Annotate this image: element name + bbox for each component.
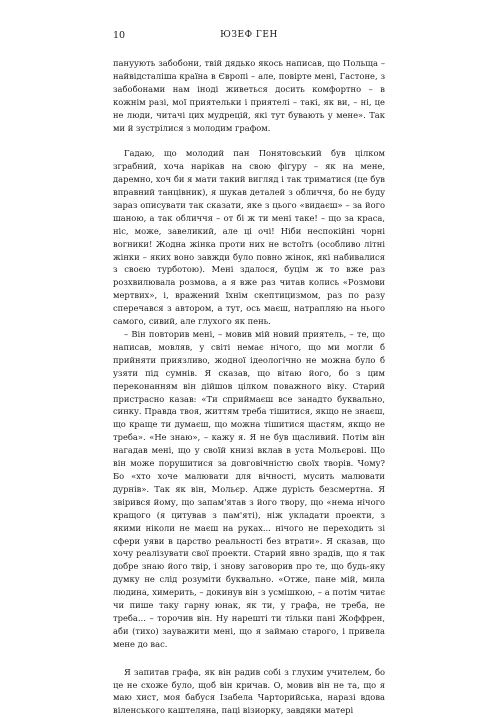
running-head: ЮЗЕФ ГЕН: [220, 30, 278, 40]
page-header: [113, 30, 385, 46]
paragraph-3: – Він повторив мені, – мовив мій новий приятель, – те, що написав, мовляв, у світі немає нічого, що ми могли б прийняти приязливо, жодної ідеологічно не можна було б узяти під сумнів. Я сказав, що вітаю його, бо з цим переконанням він дійшов цілком поважного віку. Старий пристрасно казав: «Ти сприймаєш все занадто буквально, синку. Правда твоя, життям треба тішитися, якщо не знаєш, що краще ти думаєш, що можна тішитися щастям, якщо не треба». «Не знаю», – кажу я. Я не був щасливий. Потім він нагадав мені, що у своїй книзі вклав в уста Мольєрові. Що він може порушитися за довговічністю своїх творів. Чому? Бо «хто хоче малювати для вічності, мусить малювати дурнів». Так як він, Мольєр. Адже дурість безсмертна. Я звірився йому, що запам'ятав з його твору, що «нема нічого кращого (я цитував з пам'яті), ніж укладати проекти, з якими ніколи не маєш на руках... нічого не переходить зі сфери уяви в царство реальності без втрати». Я сказав, що хочу реалізувати свої проекти. Старий явно зрадів, що я так добре знаю його твір, і знову заговорив про те, що будь-яку думку не слід розуміти буквально. «Отже, пане мій, мила людина, химерить, – докинув він з усмішкою, – а потім читає чи пише таку гарну юнак, як ти, у графа, не треба, не треба... – торочив він. Ну нарешті ти тільки пані Жоффрен, аби (тихо) зауважити мені, що я займаю старого, і привела мене до вас.: [113, 329, 385, 649]
paragraph-1: пануують забобони, твій дядько якось написав, що Польща – найвідсталіша країна в Європі – але, повірте мені, Гастоне, з забобонами нам іноді живеться досить комфортно – в кожнім разі, мої приятельки і приятелі – такі, як ви, – ні, це не люди, читачі цих мудрецій, які тут бувають у мене». Так ми й зустрілися з молодим графом.: [113, 58, 385, 133]
paragraph-2: Гадаю, що молодий пан Понятовський був цілком зграбний, хоча нарікав на свою фігуру – як на мене, даремно, хоч би я мати такий вигляд і так триматися (це був вправний танцівник), я шукав деталей з обличчя, бо не буду зараз описувати так сказати, яке з цього «видаєш» – за його шаною, а так обличчя – от бі ж ти мені таке! – що за краса, ніс, може, завеликий, але ці очі! Ніби неспокійні чорні вогники! Жодна жінка проти них не встоїть (особливо літні жінки – яких воно завжди було повно жінок, які набивалися з своєю турботою). Мені здалося, буцім ж то вже раз розхвилювала розмова, а я вже раз читав колись «Розмови мертвих», і, вражений їхнім скептицизмом, раз по разу сперечався з автором, а тут, ось маєш, натрапляю на нього самого, сивий, але глухого як пень.: [113, 148, 385, 327]
page-number: 10: [113, 30, 126, 41]
body-text: [113, 57, 385, 717]
paragraph-4: Я запитав графа, як він радив собі з глухим учителем, бо це не схоже було, щоб він кричав. О, мовив він не та, що я маю хист, моя бабуся Ізабела Чарторийська, наразі вдова віленського каштеляна, паці візиорку, завдяки матері: [113, 666, 385, 716]
